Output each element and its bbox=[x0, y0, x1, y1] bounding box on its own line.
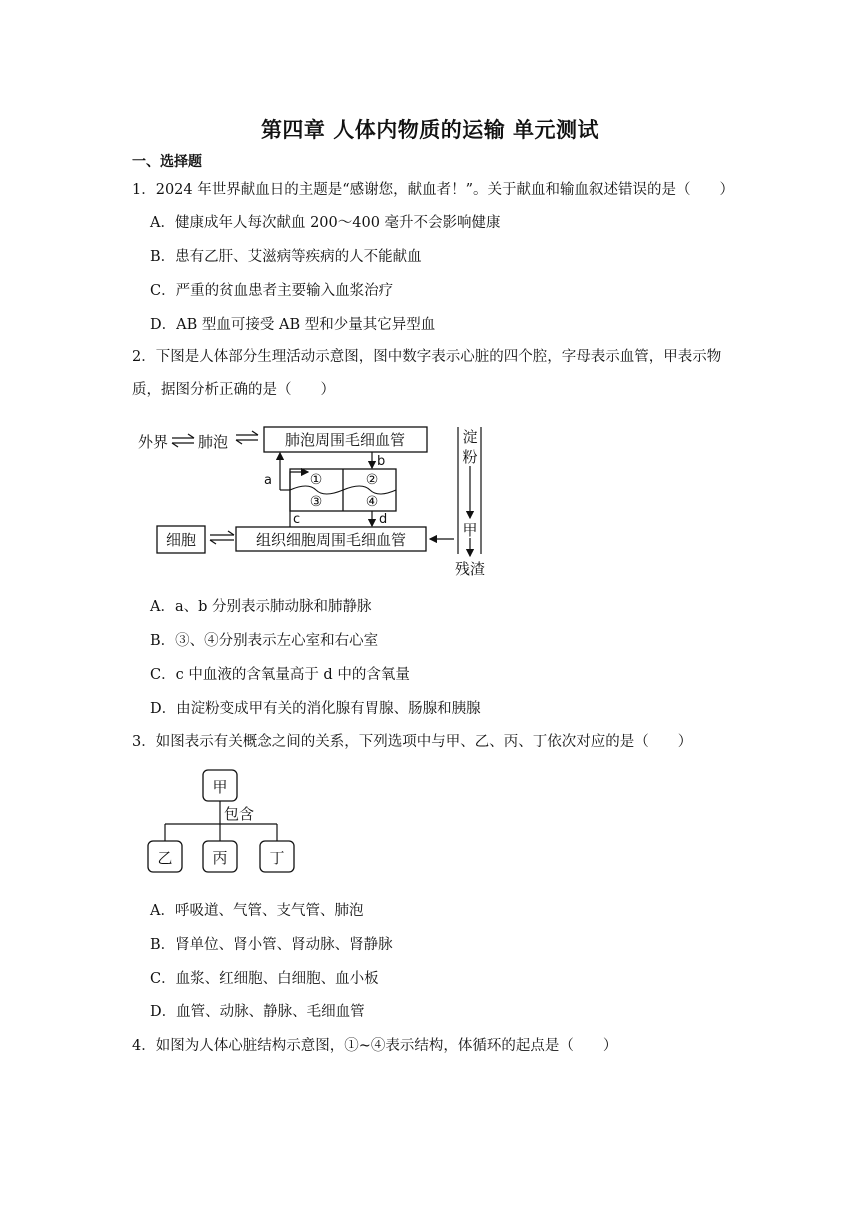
question-2-option-c[interactable]: C．c 中血液的含氧量高于 d 中的含氧量 bbox=[150, 667, 410, 683]
tissue-capillaries-label: 组织细胞周围毛细血管 bbox=[255, 531, 407, 549]
starch-label-2: 粉 bbox=[462, 448, 478, 466]
cell-label: 细胞 bbox=[165, 531, 197, 549]
question-1-stem: 1．2024 年世界献血日的主题是“感谢您，献血者！”。关于献血和输血叙述错误的是（ ） bbox=[132, 182, 735, 198]
question-2-stem: 2．下图是人体部分生理活动示意图，图中数字表示心脏的四个腔，字母表示血管，甲表示物质，据图分析正确的是（ ） bbox=[132, 349, 722, 398]
question-1-option-c[interactable]: C．严重的贫血患者主要输入血浆治疗 bbox=[150, 283, 394, 299]
concept-top-label: 甲 bbox=[212, 778, 228, 796]
question-1-option-b[interactable]: B．患有乙肝、艾滋病等疾病的人不能献血 bbox=[150, 249, 422, 265]
chamber-2: ② bbox=[365, 472, 379, 488]
question-2-option-d[interactable]: D．由淀粉变成甲有关的消化腺有胃腺、肠腺和胰腺 bbox=[150, 701, 481, 717]
chamber-4: ④ bbox=[365, 494, 379, 510]
substance-jia: 甲 bbox=[462, 521, 478, 539]
question-3-option-a[interactable]: A．呼吸道、气管、支气管、肺泡 bbox=[150, 903, 364, 919]
question-2-option-a[interactable]: A．a、b 分别表示肺动脉和肺静脉 bbox=[150, 599, 372, 615]
exchange-arrow-1 bbox=[172, 434, 194, 447]
vessel-d-label: d bbox=[379, 512, 388, 527]
relation-label: 包含 bbox=[224, 805, 255, 823]
question-3-option-c[interactable]: C．血浆、红细胞、白细胞、血小板 bbox=[150, 971, 379, 987]
vessel-b-label: b bbox=[377, 454, 386, 469]
question-1-option-a[interactable]: A．健康成年人每次献血 200～400 毫升不会影响健康 bbox=[150, 215, 501, 231]
vessel-a-label: a bbox=[264, 473, 272, 488]
alveoli-label: 肺泡 bbox=[198, 433, 229, 451]
question-3-option-d[interactable]: D．血管、动脉、静脉、毛细血管 bbox=[150, 1004, 365, 1020]
question-1-option-d[interactable]: D．AB 型血可接受 AB 型和少量其它异型血 bbox=[150, 317, 436, 333]
starch-label-1: 淀 bbox=[462, 428, 478, 446]
section-heading: 一、选择题 bbox=[132, 154, 202, 170]
chamber-1: ① bbox=[309, 472, 323, 488]
outside-label: 外界 bbox=[138, 433, 169, 451]
concept-child-2-label: 丙 bbox=[212, 849, 228, 867]
chamber-3: ③ bbox=[309, 494, 323, 510]
question-2-option-b[interactable]: B．③、④分别表示左心室和右心室 bbox=[150, 633, 379, 649]
question-3-stem: 3．如图表示有关概念之间的关系，下列选项中与甲、乙、丙、丁依次对应的是（ ） bbox=[132, 734, 693, 750]
page-title: 第四章 人体内物质的运输 单元测试 bbox=[260, 118, 600, 142]
alveoli-capillaries-label: 肺泡周围毛细血管 bbox=[284, 431, 406, 449]
concept-child-1-label: 乙 bbox=[157, 849, 173, 867]
exchange-arrow-3 bbox=[210, 531, 234, 544]
exchange-arrow-2 bbox=[236, 431, 258, 444]
residue-label: 残渣 bbox=[454, 560, 486, 578]
vessel-c-label: c bbox=[293, 512, 301, 527]
question-3-option-b[interactable]: B．肾单位、肾小管、肾动脉、肾静脉 bbox=[150, 937, 393, 953]
concept-child-3-label: 丁 bbox=[269, 849, 285, 867]
concept-diagram bbox=[140, 765, 310, 877]
question-4-stem: 4．如图为人体心脏结构示意图，①~④表示结构，体循环的起点是（ ） bbox=[132, 1038, 618, 1054]
circulation-diagram bbox=[130, 422, 500, 582]
